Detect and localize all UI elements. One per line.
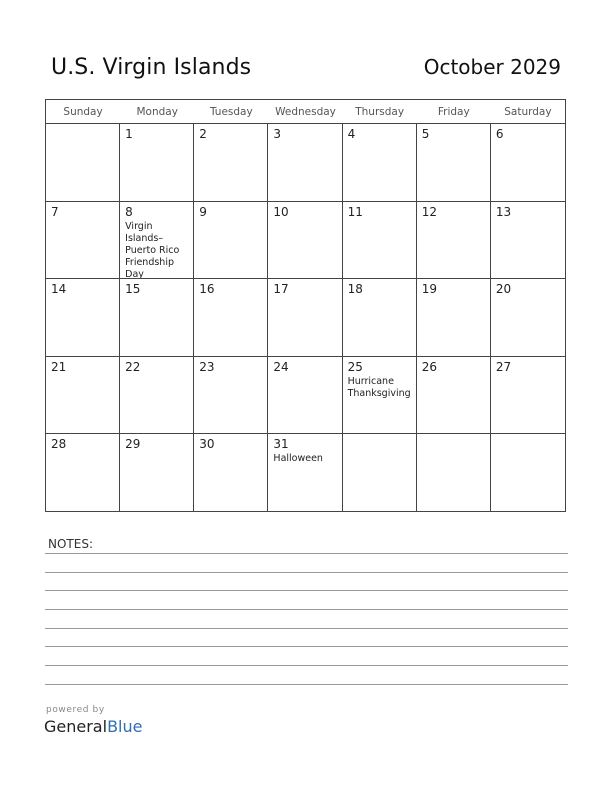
day-number: 17	[273, 282, 289, 297]
weekday-sunday: Sunday	[63, 106, 103, 118]
day-cell	[491, 279, 565, 357]
calendar-month: October 2029	[423, 55, 561, 79]
day-number: 28	[51, 437, 67, 452]
day-cell	[268, 357, 342, 435]
day-cell	[120, 434, 194, 512]
day-cell	[268, 124, 342, 202]
day-cell	[417, 279, 491, 357]
day-number: 29	[125, 437, 141, 452]
notes-line	[45, 665, 568, 666]
day-cell	[194, 434, 268, 512]
notes-line	[45, 628, 568, 629]
day-cell	[343, 434, 417, 512]
notes-line	[45, 609, 568, 610]
holiday-event: Virgin Islands–Puerto Rico Friendship Day	[125, 220, 180, 280]
day-cell	[194, 124, 268, 202]
day-number: 1	[125, 127, 133, 141]
day-number: 16	[199, 282, 215, 297]
notes-line	[45, 553, 568, 554]
notes-line	[45, 590, 568, 591]
day-cell	[343, 202, 417, 280]
day-cell	[417, 434, 491, 512]
day-number: 12	[421, 204, 437, 219]
weekday-monday: Monday	[136, 106, 178, 118]
day-number: 3	[273, 127, 282, 141]
day-cell	[417, 357, 491, 435]
day-number: 14	[51, 282, 67, 297]
day-cell	[417, 202, 491, 280]
day-cell	[46, 434, 120, 512]
day-cell	[491, 434, 565, 512]
day-number: 8	[125, 204, 133, 219]
day-cell	[120, 357, 194, 435]
day-number: 21	[51, 359, 67, 374]
day-cell	[46, 357, 120, 435]
day-number: 31	[273, 437, 289, 452]
holiday-event: Hurricane Thanksgiving	[347, 375, 411, 399]
day-number: 18	[347, 282, 363, 297]
day-number: 11	[347, 204, 363, 219]
notes-line	[45, 646, 568, 647]
notes-line	[45, 684, 568, 685]
day-number: 30	[199, 437, 215, 452]
day-cell	[491, 357, 565, 435]
weekday-friday: Friday	[437, 106, 470, 118]
day-cell	[491, 124, 565, 202]
day-number: 5	[421, 127, 430, 141]
day-number: 15	[125, 282, 141, 297]
day-cell	[417, 124, 491, 202]
day-number: 23	[199, 359, 215, 374]
day-cell	[120, 202, 194, 280]
brand-general: General	[44, 717, 108, 736]
day-number: 19	[421, 282, 437, 297]
day-cell	[46, 279, 120, 357]
weekday-wednesday: Wednesday	[275, 106, 336, 118]
brand-blue: Blue	[107, 717, 143, 736]
day-cell	[194, 202, 268, 280]
day-number: 20	[495, 282, 512, 297]
day-cell	[343, 279, 417, 357]
day-cell	[120, 279, 194, 357]
day-cell	[268, 434, 342, 512]
calendar-body	[46, 124, 565, 512]
holiday-event: Halloween	[273, 453, 323, 465]
weekday-saturday: Saturday	[504, 106, 552, 118]
day-cell	[268, 279, 342, 357]
notes-line	[45, 572, 568, 573]
powered-by-text: powered by	[46, 705, 105, 715]
day-number: 26	[421, 359, 437, 374]
day-cell	[343, 357, 417, 435]
day-number: 4	[347, 127, 356, 141]
day-number: 6	[495, 127, 504, 141]
day-number: 7	[51, 204, 59, 219]
day-cell	[491, 202, 565, 280]
day-number: 9	[199, 204, 207, 219]
day-cell	[268, 202, 342, 280]
day-cell	[343, 124, 417, 202]
weekday-tuesday: Tuesday	[209, 106, 253, 118]
calendar-title: U.S. Virgin Islands	[51, 55, 252, 80]
calendar-grid	[45, 99, 566, 512]
day-number: 13	[495, 204, 512, 219]
weekday-thursday: Thursday	[355, 106, 405, 118]
day-cell	[194, 279, 268, 357]
day-cell	[120, 124, 194, 202]
day-number: 27	[495, 359, 512, 374]
day-number: 22	[125, 359, 141, 374]
day-cell	[46, 202, 120, 280]
notes-label: NOTES:	[48, 537, 93, 551]
day-number: 25	[347, 359, 363, 374]
day-number: 24	[273, 359, 289, 374]
day-number: 2	[199, 127, 207, 141]
day-number: 10	[273, 204, 289, 219]
brand-logo	[44, 717, 142, 736]
weekday-header-row	[46, 100, 565, 124]
day-cell	[194, 357, 268, 435]
day-cell	[46, 124, 120, 202]
